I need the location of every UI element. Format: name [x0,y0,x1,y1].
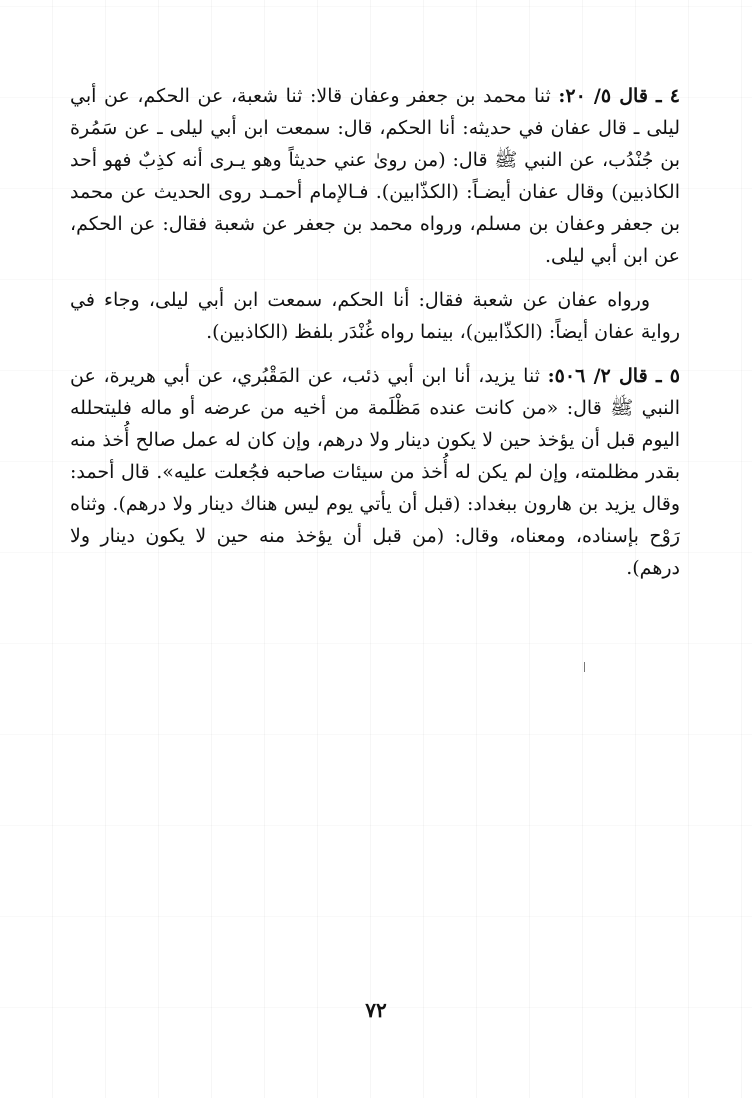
paragraph-hadith-4 [70,80,680,272]
hadith-4-text: ثنا محمد بن جعفر وعفان قالا: ثنا شعبة، عن الحكم، عن أبي ليلى ـ قال عفان في حديثه: أنا الحكم، قال: سمعت ابن أبي ليلى ـ عن سَمُرة بن جُنْدُب، عن النبي ﷺ قال: (من روىٰ عني حديثاً وهو يـرى أنه كذِبٌ فهو أحد الكاذبين) وقال عفان أيضـاً: (الكذّابين). فـالإمام أحمـد روى الحديث عن محمد بن جعفر وعفان بن مسلم، ورواه محمد بن جعفر عن شعبة فقال: عن الحكم، عن ابن أبي ليلى. [70,85,680,267]
hadith-5-text: ثنا يزيد، أنا ابن أبي ذئب، عن المَقْبُري، عن أبي هريرة، عن النبي ﷺ قال: «من كانت عنده مَظْلَمة من أخيه من عرضه أو ماله فليتحلله اليوم قبل أن يؤخذ حين لا يكون دينار ولا درهم، وإن كان له عمل صالح أُخذ منه بقدر مظلمته، وإن لم يكن له أُخذ من سيئات صاحبه فجُعلت عليه». قال أحمد: وقال يزيد بن هارون ببغداد: (قبل أن يأتي يوم ليس هناك دينار ولا درهم). وثناه رَوْح بإسناده، ومعناه، وقال: (من قبل أن يؤخذ منه حين لا يكون دينار ولا درهم). [70,365,680,579]
document-body [70,80,680,596]
paragraph-hadith-5 [70,360,680,584]
page-number: ٧٢ [365,998,387,1022]
affan-narration-text: ورواه عفان عن شعبة فقال: أنا الحكم، سمعت ابن أبي ليلى، وجاء في رواية عفان أيضاً: (الكذّابين)، بينما رواه غُنْدَر بلفظ (الكاذبين). [70,289,680,343]
paragraph-affan-narration [70,284,680,348]
hadith-5-reference: ٥ ـ قال ٢/ ٥٠٦: [547,365,680,387]
scan-mark [584,662,585,672]
hadith-4-reference: ٤ ـ قال ٥/ ٢٠: [558,85,680,107]
